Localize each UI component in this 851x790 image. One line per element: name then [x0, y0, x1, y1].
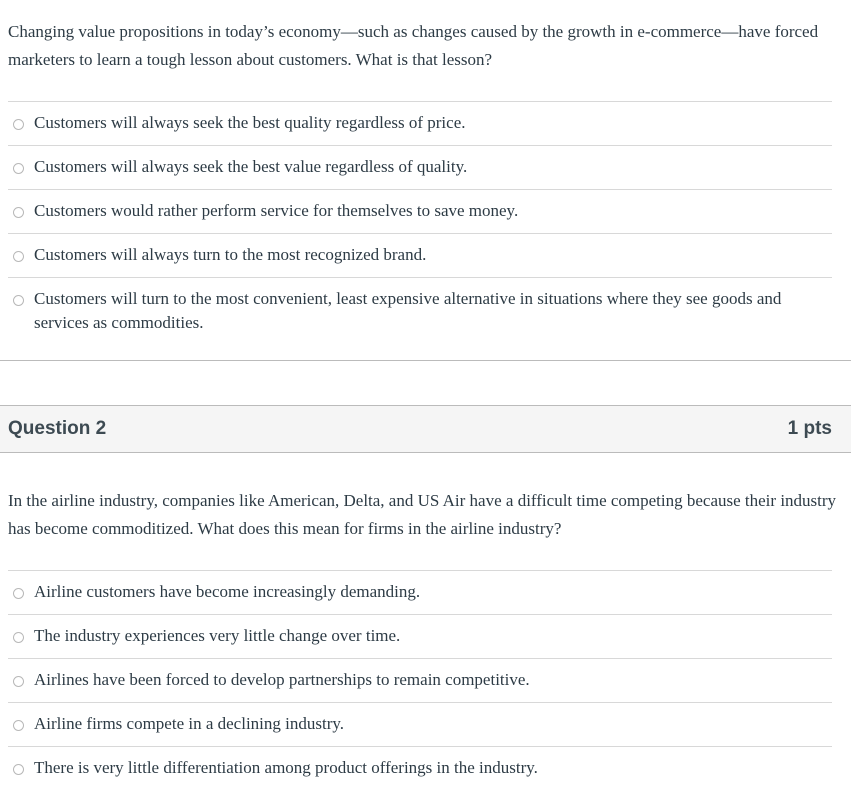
question-points: 1 pts [787, 418, 832, 439]
answer-option[interactable] [8, 233, 832, 277]
answer-option[interactable] [8, 614, 832, 658]
radio-button[interactable] [13, 207, 24, 218]
radio-button[interactable] [13, 764, 24, 775]
answer-label: Customers would rather perform service for themselves to save money. [34, 201, 519, 220]
radio-button[interactable] [13, 251, 24, 262]
answer-option[interactable] [8, 746, 832, 790]
answer-label: Airline firms compete in a declining industry. [34, 714, 345, 733]
answer-option[interactable] [8, 145, 832, 189]
question-2-header [0, 405, 851, 453]
question-2-answer-list [8, 570, 832, 790]
answer-label: Airlines have been forced to develop partnerships to remain competitive. [34, 670, 530, 689]
answer-label: There is very little differentiation among product offerings in the industry. [34, 758, 538, 777]
radio-button[interactable] [13, 676, 24, 687]
answer-option[interactable] [8, 570, 832, 614]
question-title: Question 2 [8, 418, 107, 439]
answer-option[interactable] [8, 702, 832, 746]
answer-option[interactable] [8, 101, 832, 145]
radio-button[interactable] [13, 163, 24, 174]
answer-option[interactable] [8, 658, 832, 702]
answer-label: Customers will turn to the most convenient, least expensive alternative in situations where they see goods and services as commodities. [34, 289, 782, 332]
radio-button[interactable] [13, 720, 24, 731]
radio-button[interactable] [13, 588, 24, 599]
question-1-answer-list [8, 101, 832, 345]
answer-label: Customers will always turn to the most recognized brand. [34, 245, 427, 264]
radio-button[interactable] [13, 295, 24, 306]
answer-label: The industry experiences very little change over time. [34, 626, 401, 645]
answer-option[interactable] [8, 189, 832, 233]
answer-label: Customers will always seek the best quality regardless of price. [34, 113, 466, 132]
question-2-text: In the airline industry, companies like American, Delta, and US Air have a difficult time competing because their industry has become commoditized. What does this mean for firms in the airline industry? [8, 491, 837, 538]
answer-label: Customers will always seek the best value regardless of quality. [34, 157, 468, 176]
answer-label: Airline customers have become increasingly demanding. [34, 582, 421, 601]
radio-button[interactable] [13, 632, 24, 643]
question-1-text: Changing value propositions in today’s economy—such as changes caused by the growth in e-commerce—have forced marketers to learn a tough lesson about customers. What is that lesson? [8, 22, 819, 69]
radio-button[interactable] [13, 119, 24, 130]
question-divider [0, 360, 851, 361]
answer-option[interactable] [8, 277, 832, 345]
